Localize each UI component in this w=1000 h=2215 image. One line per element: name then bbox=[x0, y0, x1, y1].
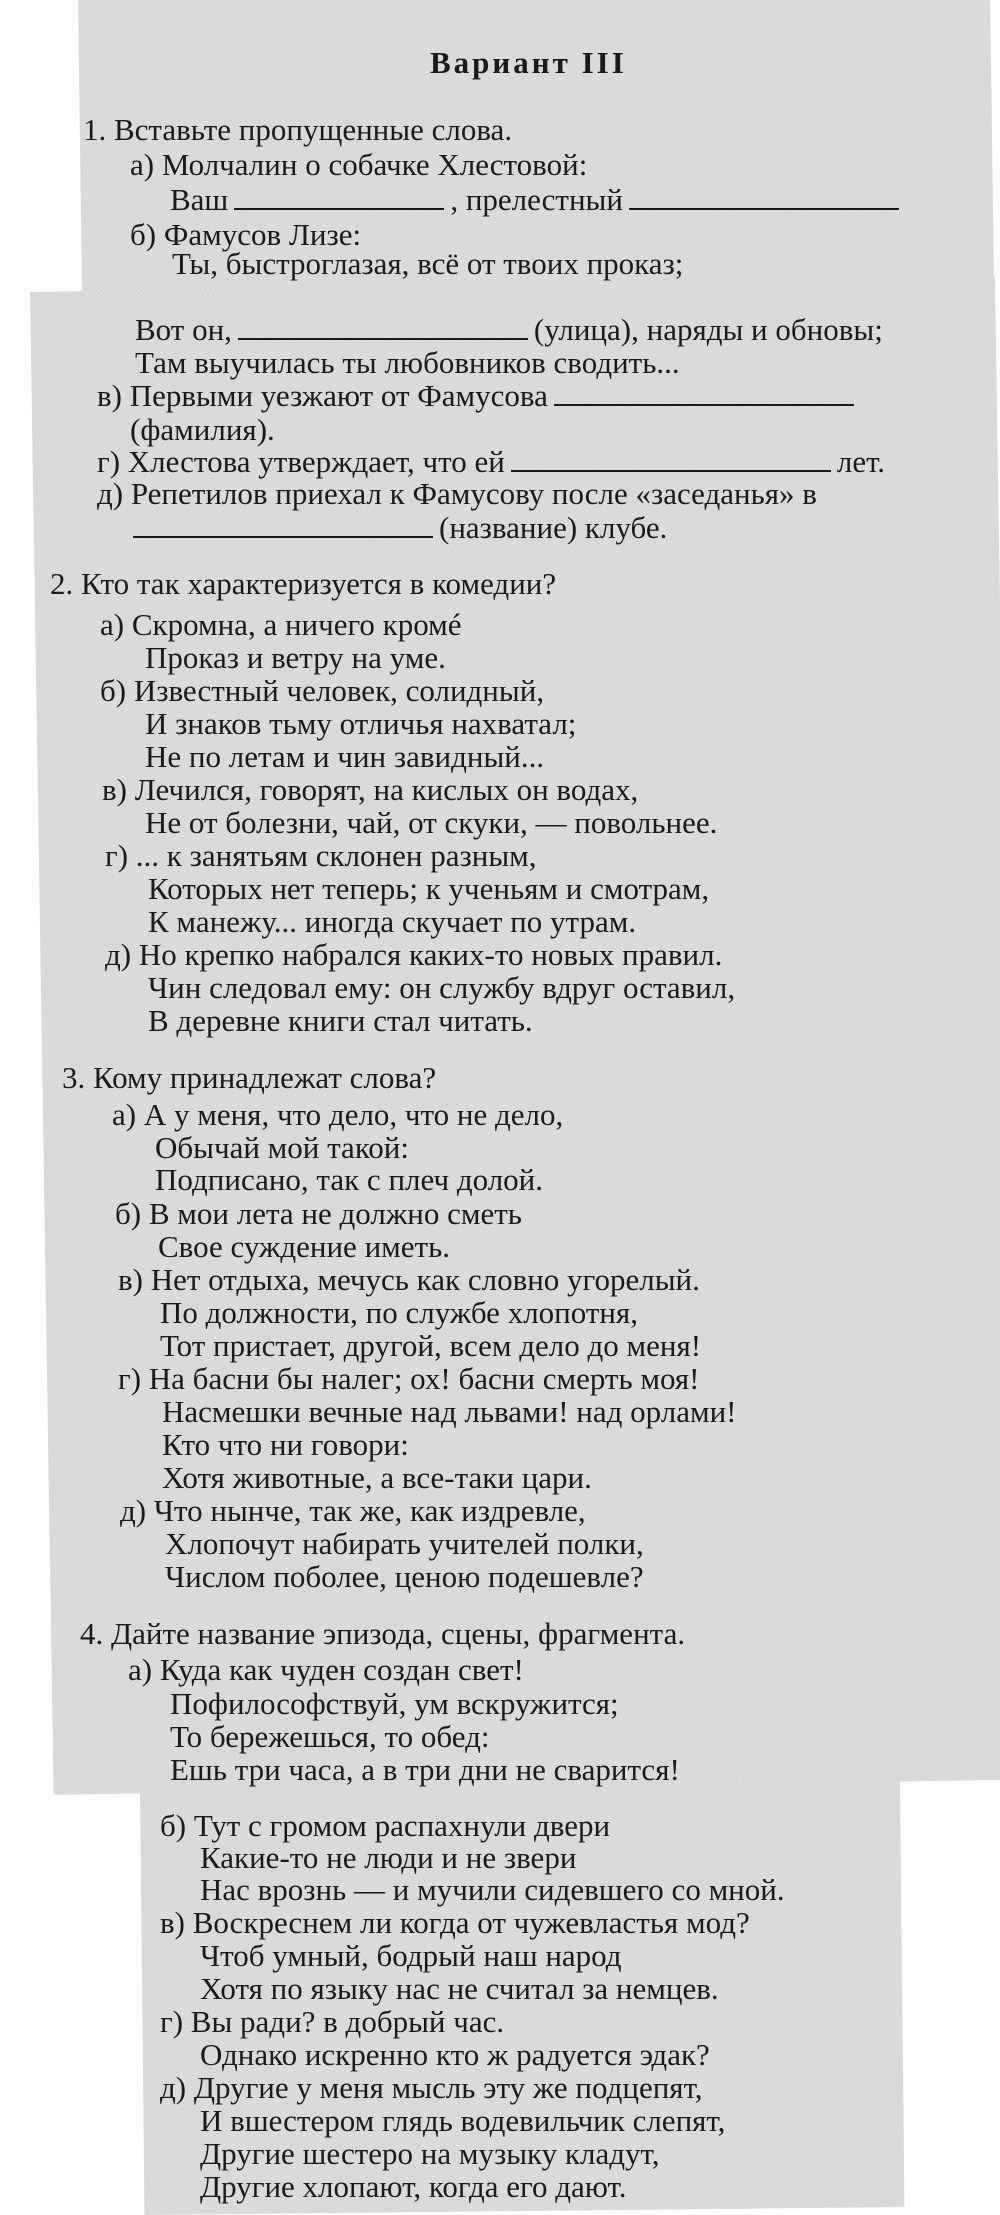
q2-line: Чин следовал ему: он службу вдруг оставил, bbox=[148, 970, 736, 1005]
q2-line: В деревне книги стал читать. bbox=[148, 1003, 533, 1038]
q1-b-line3 bbox=[135, 312, 883, 348]
q2-line: а) Скромна, а ничего кромé bbox=[100, 607, 462, 642]
q4-line: д) Другие у меня мысль эту же подцепят, bbox=[160, 2070, 703, 2105]
q4-line: г) Вы ради? в добрый час. bbox=[160, 2004, 505, 2039]
q4-line: Пофилософствуй, ум вскружится; bbox=[170, 1686, 619, 1721]
q2-line: д) Но крепко набрался каких-то новых правил. bbox=[105, 937, 723, 972]
q4-line: в) Воскреснем ли когда от чужевластья мод? bbox=[160, 1905, 750, 1940]
q4-line: а) Куда как чуден создан свет! bbox=[128, 1652, 524, 1687]
q3-line: Кто что ни говори: bbox=[162, 1427, 409, 1462]
q3-line: Обычай мой такой: bbox=[155, 1130, 410, 1165]
q2-line: К манежу... иногда скучает по утрам. bbox=[148, 904, 637, 939]
q2-line: Которых нет теперь; к ученьям и смотрам, bbox=[148, 871, 710, 906]
fill-blank[interactable] bbox=[511, 469, 831, 472]
q1-a-text2: , прелестный bbox=[450, 182, 623, 217]
q3-line: г) На басни бы налег; ох! басни смерть моя! bbox=[118, 1361, 700, 1396]
q4-line: б) Тут с громом распахнули двери bbox=[160, 1808, 611, 1843]
q2-line: Не от болезни, чай, от скуки, — повольнее. bbox=[145, 805, 718, 840]
q1-a-line2 bbox=[170, 182, 905, 218]
page-title: Вариант III bbox=[430, 45, 627, 80]
q1-g-text2: лет. bbox=[836, 444, 886, 479]
fill-blank[interactable] bbox=[133, 535, 433, 538]
q3-line: д) Что нынче, так же, как издревле, bbox=[120, 1493, 586, 1528]
q2-line: И знаков тьму отличья нахватал; bbox=[145, 706, 577, 741]
fill-blank[interactable] bbox=[234, 207, 444, 210]
q1-a-text1: Ваш bbox=[170, 182, 229, 217]
q4-line: Однако искренно кто ж радуется эдак? bbox=[200, 2037, 710, 2072]
q1-b-line1: б) Фамусов Лизе: bbox=[130, 217, 362, 252]
q1-d-line2 bbox=[133, 510, 667, 546]
q1-b-line2: Ты, быстроглазая, всё от твоих проказ; bbox=[172, 246, 684, 281]
q3-line: Хлопочут набирать учителей полки, bbox=[165, 1526, 644, 1561]
q1-v-text: в) Первыми уезжают от Фамусова bbox=[97, 378, 548, 413]
q4-line: Другие шестеро на музыку кладут, bbox=[200, 2136, 660, 2171]
fill-blank[interactable] bbox=[629, 207, 899, 210]
q4-line: Какие-то не люди и не звери bbox=[200, 1840, 577, 1875]
q3-line: в) Нет отдыха, мечусь как словно угорелый. bbox=[118, 1262, 700, 1297]
q1-d-text: (название) клубе. bbox=[439, 510, 668, 545]
q2-line: Проказ и ветру на уме. bbox=[145, 640, 446, 675]
q3-line: По должности, по службе хлопотня, bbox=[160, 1295, 638, 1330]
q1-g-text1: г) Хлестова утверждает, что ей bbox=[97, 444, 505, 479]
q1-v-line1 bbox=[97, 378, 860, 414]
q3-line: Хотя животные, а все-таки цари. bbox=[162, 1460, 592, 1495]
q3-line: Подписано, так с плеч долой. bbox=[155, 1162, 543, 1197]
fill-blank[interactable] bbox=[238, 337, 528, 340]
q4-heading: 4. Дайте название эпизода, сцены, фрагмента. bbox=[80, 1616, 686, 1651]
q3-line: Числом поболее, ценою подешевле? bbox=[165, 1559, 644, 1594]
q4-line: Ешь три часа, а в три дни не сварится! bbox=[170, 1752, 680, 1787]
q3-line: Тот пристает, другой, всем дело до меня! bbox=[160, 1328, 702, 1363]
q1-heading: 1. Вставьте пропущенные слова. bbox=[83, 112, 513, 147]
q3-line: б) В мои лета не должно сметь bbox=[115, 1196, 522, 1231]
q1-v-line2: (фамилия). bbox=[130, 412, 275, 447]
q3-heading: 3. Кому принадлежат слова? bbox=[62, 1060, 437, 1095]
q4-line: Нас врознь — и мучили сидевшего со мной. bbox=[200, 1872, 785, 1907]
q1-g-line1 bbox=[97, 444, 885, 480]
q2-line: б) Известный человек, солидный, bbox=[100, 673, 545, 708]
q2-line: в) Лечился, говорят, на кислых он водах, bbox=[102, 772, 639, 807]
q1-a-line1: а) Молчалин о собачке Хлестовой: bbox=[130, 147, 588, 182]
q3-line: Свое суждение иметь. bbox=[158, 1229, 450, 1264]
q4-line: Хотя по языку нас не считал за немцев. bbox=[200, 1971, 719, 2006]
q2-line: г) ... к занятьям склонен разным, bbox=[105, 838, 537, 873]
q1-b-text1: Вот он, bbox=[135, 312, 232, 347]
q1-b-text2: (улица), наряды и обновы; bbox=[533, 312, 883, 347]
q1-d-line1: д) Репетилов приехал к Фамусову после «заседанья» в bbox=[97, 476, 817, 511]
q3-line: а) А у меня, что дело, что не дело, bbox=[112, 1097, 564, 1132]
fill-blank[interactable] bbox=[554, 403, 854, 406]
q4-line: То бережешься, то обед: bbox=[170, 1719, 490, 1754]
q1-b-line4: Там выучилась ты любовников сводить... bbox=[135, 345, 680, 380]
q2-line: Не по летам и чин завидный... bbox=[145, 739, 545, 774]
q4-line: Другие хлопают, когда его дают. bbox=[200, 2169, 627, 2204]
q3-line: Насмешки вечные над львами! над орлами! bbox=[162, 1394, 737, 1429]
q2-heading: 2. Кто так характеризуется в комедии? bbox=[50, 566, 557, 601]
q4-line: Чтоб умный, бодрый наш народ bbox=[200, 1938, 622, 1973]
q4-line: И вшестером глядь водевильчик слепят, bbox=[200, 2103, 726, 2138]
